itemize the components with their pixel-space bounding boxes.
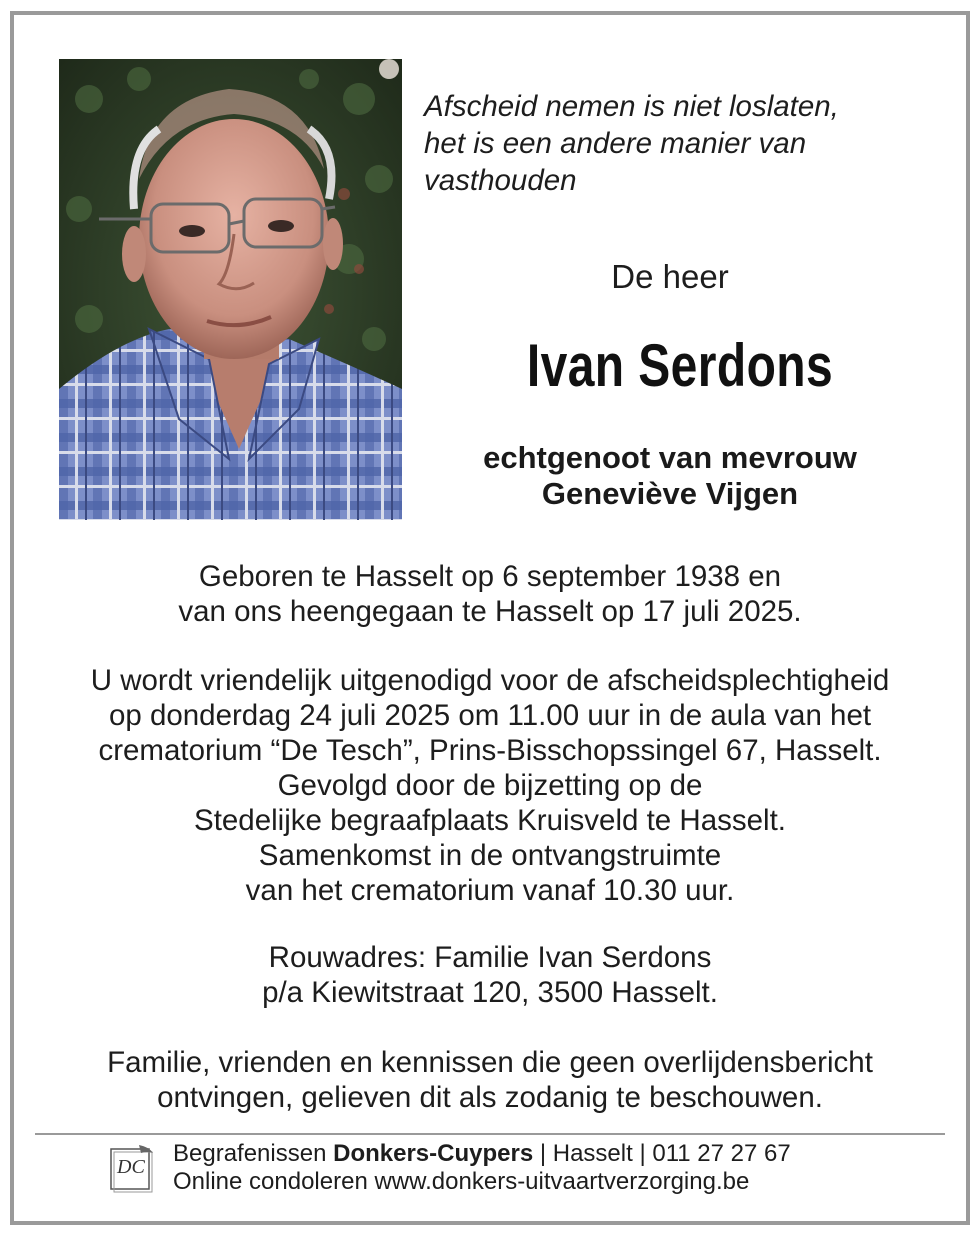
mourning-address [30,940,950,1010]
footer-line-1 [173,1140,791,1168]
invitation-line: Gevolgd door de bijzetting op de [277,769,703,802]
spouse-info [420,440,920,512]
notice-line: Familie, vrienden en kennissen die geen overlijdensbericht [107,1046,873,1079]
footer-line-2 [173,1168,791,1196]
funeral-home-logo [109,1143,155,1193]
invitation-line: op donderdag 24 juli 2025 om 11.00 uur in de aula van het [108,699,872,732]
invitation-line: U wordt vriendelijk uitgenodigd voor de afscheidsplechtigheid [90,664,890,697]
death-line: van ons heengegaan te Hasselt op 17 juli 2025. [178,595,802,628]
quote-line: vasthouden [424,164,577,197]
memorial-quote [424,88,924,199]
invitation-line: crematorium “De Tesch”, Prins-Bisschopssingel 67, Hasselt. [98,734,882,767]
company-name: Donkers-Cuypers [333,1140,534,1167]
address-line: p/a Kiewitstraat 120, 3500 Hasselt. [262,976,718,1009]
phone-number[interactable]: 011 27 27 67 [652,1140,791,1167]
spouse-name: Geneviève Vijgen [541,476,799,511]
logo-letters: DC [117,1156,145,1178]
funeral-home-footer [173,1140,791,1196]
address-line: Rouwadres: Familie Ivan Serdons [268,941,712,974]
ceremony-invitation [30,663,950,908]
logo-emblem [109,1143,155,1193]
notice-line: ontvingen, gelieven dit als zodanig te beschouwen. [157,1081,823,1114]
condolence-label: Online condoleren [173,1168,375,1195]
birth-line: Geboren te Hasselt op 6 september 1938 en [198,560,782,593]
footer-separator: | [533,1140,553,1167]
footer-city: Hasselt [552,1140,633,1167]
invitation-line: van het crematorium vanaf 10.30 uur. [245,874,735,907]
footer-prefix: Begrafenissen [173,1140,334,1167]
spouse-line-1: echtgenoot van mevrouw [483,440,857,475]
birth-death-info [30,559,950,629]
invitation-line: Stedelijke begraafplaats Kruisveld te Hasselt. [194,804,786,837]
honorific-title: De heer [611,258,729,295]
notice-text [30,1045,950,1115]
quote-line: het is een andere manier van [424,127,807,160]
footer-separator: | [632,1140,653,1167]
deceased-name: Ivan Serdons [526,332,834,399]
footer-divider [35,1133,945,1135]
invitation-line: Samenkomst in de ontvangstruimte [258,839,722,872]
quote-line: Afscheid nemen is niet loslaten, [424,90,839,123]
portrait-illustration [59,59,402,520]
portrait-photo [59,59,402,520]
website-link[interactable]: www.donkers-uitvaartverzorging.be [374,1168,750,1195]
